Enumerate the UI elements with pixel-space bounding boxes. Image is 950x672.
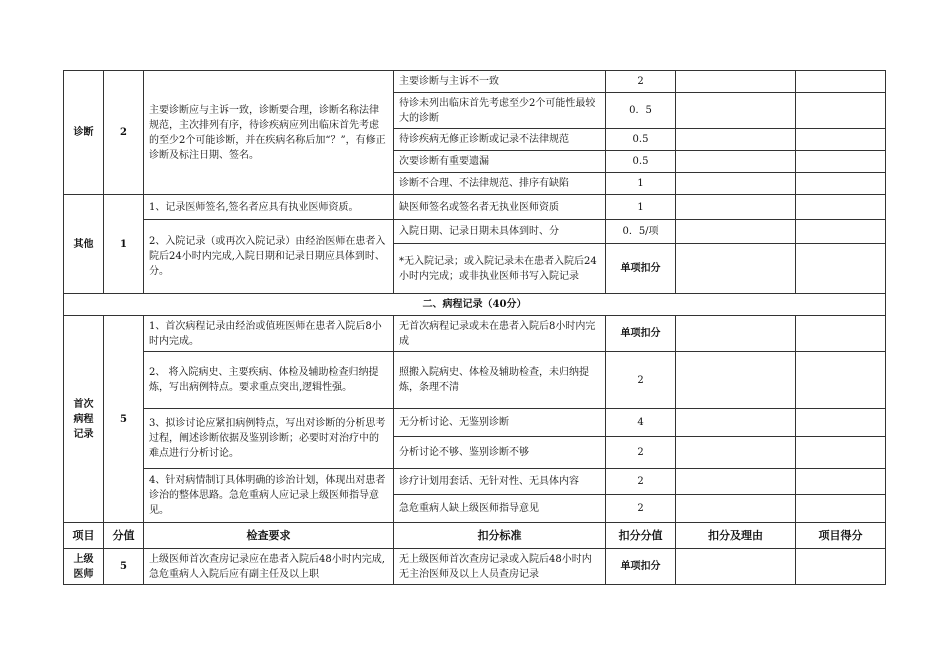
deduction-reason-cell — [676, 469, 796, 495]
deduction-points: 1 — [606, 173, 676, 195]
header-score: 分值 — [104, 523, 144, 549]
requirement-first-course-3: 3、拟诊讨论应紧扣病例特点，写出对诊断的分析思考过程，阐述诊断依据及鉴别诊断；必要时对治疗中的难点进行分析讨论。 — [144, 409, 394, 469]
deduction-standard: 无分析讨论、无鉴别诊断 — [394, 409, 606, 437]
header-result: 项目得分 — [796, 523, 886, 549]
deduction-reason-cell — [676, 495, 796, 523]
score-superior: 5 — [104, 549, 144, 585]
deduction-points: 2 — [606, 437, 676, 469]
header-reason: 扣分及理由 — [676, 523, 796, 549]
deduction-standard: 无首次病程记录或未在患者入院后8小时内完成 — [394, 316, 606, 352]
deduction-reason-cell — [676, 220, 796, 244]
deduction-reason-cell — [676, 316, 796, 352]
deduction-standard: 无上级医师首次查房记录或入院后48小时内无主治医师及以上人员查房记录 — [394, 549, 606, 585]
score-first-course: 5 — [104, 316, 144, 523]
deduction-reason-cell — [676, 437, 796, 469]
table-row — [64, 71, 886, 93]
item-diagnosis: 诊断 — [64, 71, 104, 195]
item-line: 病程 — [73, 413, 94, 425]
item-line: 上级 — [73, 553, 94, 565]
header-item: 项目 — [64, 523, 104, 549]
deduction-points: 2 — [606, 71, 676, 93]
deduction-standard: *无入院记录；或入院记录未在患者入院后24小时内完成；或非执业医师书写入院记录 — [394, 244, 606, 294]
requirement-superior: 上级医师首次查房记录应在患者入院后48小时内完成,急危重病人入院后应有副主任及以上职 — [144, 549, 394, 585]
deduction-reason-cell — [676, 195, 796, 220]
deduction-reason-cell — [676, 93, 796, 129]
deduction-standard: 缺医师签名或签名者无执业医师资质 — [394, 195, 606, 220]
deduction-points: 1 — [606, 195, 676, 220]
deduction-points: 4 — [606, 409, 676, 437]
deduction-reason-cell — [676, 173, 796, 195]
item-result-cell — [796, 220, 886, 244]
header-points: 扣分分值 — [606, 523, 676, 549]
deduction-standard: 分析讨论不够、鉴别诊断不够 — [394, 437, 606, 469]
table-row — [64, 469, 886, 495]
item-line: 医师 — [73, 568, 94, 580]
item-result-cell — [796, 195, 886, 220]
requirement-other-2: 2、入院记录（或再次入院记录）由经治医师在患者入院后24小时内完成,入院日期和记录日期应具体到时、分。 — [144, 220, 394, 294]
deduction-points: 单项扣分 — [606, 244, 676, 294]
deduction-standard: 待诊疾病无修正诊断或记录不法律规范 — [394, 129, 606, 151]
item-result-cell — [796, 437, 886, 469]
deduction-points: 0．5 — [606, 93, 676, 129]
requirement-diagnosis: 主要诊断应与主诉一致，诊断要合理，诊断名称法律规范，主次排列有序，待诊疾病应列出临床首先考虑的至少2个可能诊断，并在疾病名称后加“？”，有修正诊断及标注日期、签名。 — [144, 71, 394, 195]
deduction-standard: 照搬入院病史、体检及辅助检查，未归纳提炼，条理不清 — [394, 352, 606, 409]
table-row — [64, 220, 886, 244]
item-line: 首次 — [73, 398, 94, 410]
item-first-course — [64, 316, 104, 523]
item-result-cell — [796, 469, 886, 495]
deduction-points: 2 — [606, 469, 676, 495]
requirement-first-course-1: 1、首次病程记录由经治或值班医师在患者入院后8小时内完成。 — [144, 316, 394, 352]
deduction-reason-cell — [676, 71, 796, 93]
deduction-reason-cell — [676, 244, 796, 294]
score-other: 1 — [104, 195, 144, 294]
deduction-points: 0.5 — [606, 129, 676, 151]
table-row — [64, 316, 886, 352]
item-result-cell — [796, 495, 886, 523]
table-row — [64, 352, 886, 409]
section-title: 二、病程记录（40分） — [64, 294, 886, 316]
requirement-first-course-2: 2、 将入院病史、主要疾病、体检及辅助检查归纳提炼，写出病例特点。要求重点突出,逻辑性强。 — [144, 352, 394, 409]
deduction-standard: 急危重病人缺上级医师指导意见 — [394, 495, 606, 523]
header-requirement: 检查要求 — [144, 523, 394, 549]
requirement-first-course-4: 4、针对病情制订具体明确的诊治计划，体现出对患者诊治的整体思路。急危重病人应记录上级医师指导意见。 — [144, 469, 394, 523]
table-row — [64, 195, 886, 220]
deduction-standard: 诊疗计划用套话、无针对性、无具体内容 — [394, 469, 606, 495]
inspection-table — [63, 70, 886, 585]
deduction-reason-cell — [676, 549, 796, 585]
table-row — [64, 294, 886, 316]
requirement-other-1: 1、记录医师签名,签名者应具有执业医师资质。 — [144, 195, 394, 220]
deduction-points: 2 — [606, 495, 676, 523]
item-result-cell — [796, 93, 886, 129]
table-row — [64, 549, 886, 585]
item-result-cell — [796, 173, 886, 195]
item-other: 其他 — [64, 195, 104, 294]
deduction-reason-cell — [676, 151, 796, 173]
deduction-standard: 主要诊断与主诉不一致 — [394, 71, 606, 93]
deduction-reason-cell — [676, 352, 796, 409]
item-result-cell — [796, 409, 886, 437]
deduction-standard: 诊断不合理、不法律规范、排序有缺陷 — [394, 173, 606, 195]
deduction-standard: 次要诊断有重要遗漏 — [394, 151, 606, 173]
item-result-cell — [796, 549, 886, 585]
deduction-points: 2 — [606, 352, 676, 409]
deduction-standard: 待诊未列出临床首先考虑至少2个可能性最较大的诊断 — [394, 93, 606, 129]
deduction-reason-cell — [676, 129, 796, 151]
table-header-row — [64, 523, 886, 549]
deduction-standard: 入院日期、记录日期未具体到时、分 — [394, 220, 606, 244]
deduction-points: 0．5/项 — [606, 220, 676, 244]
item-result-cell — [796, 129, 886, 151]
table-row — [64, 409, 886, 437]
item-superior — [64, 549, 104, 585]
deduction-points: 0.5 — [606, 151, 676, 173]
deduction-reason-cell — [676, 409, 796, 437]
item-result-cell — [796, 71, 886, 93]
item-result-cell — [796, 316, 886, 352]
item-result-cell — [796, 244, 886, 294]
header-standard: 扣分标准 — [394, 523, 606, 549]
item-result-cell — [796, 352, 886, 409]
item-line: 记录 — [73, 428, 94, 440]
deduction-points: 单项扣分 — [606, 549, 676, 585]
item-result-cell — [796, 151, 886, 173]
deduction-points: 单项扣分 — [606, 316, 676, 352]
score-diagnosis: 2 — [104, 71, 144, 195]
